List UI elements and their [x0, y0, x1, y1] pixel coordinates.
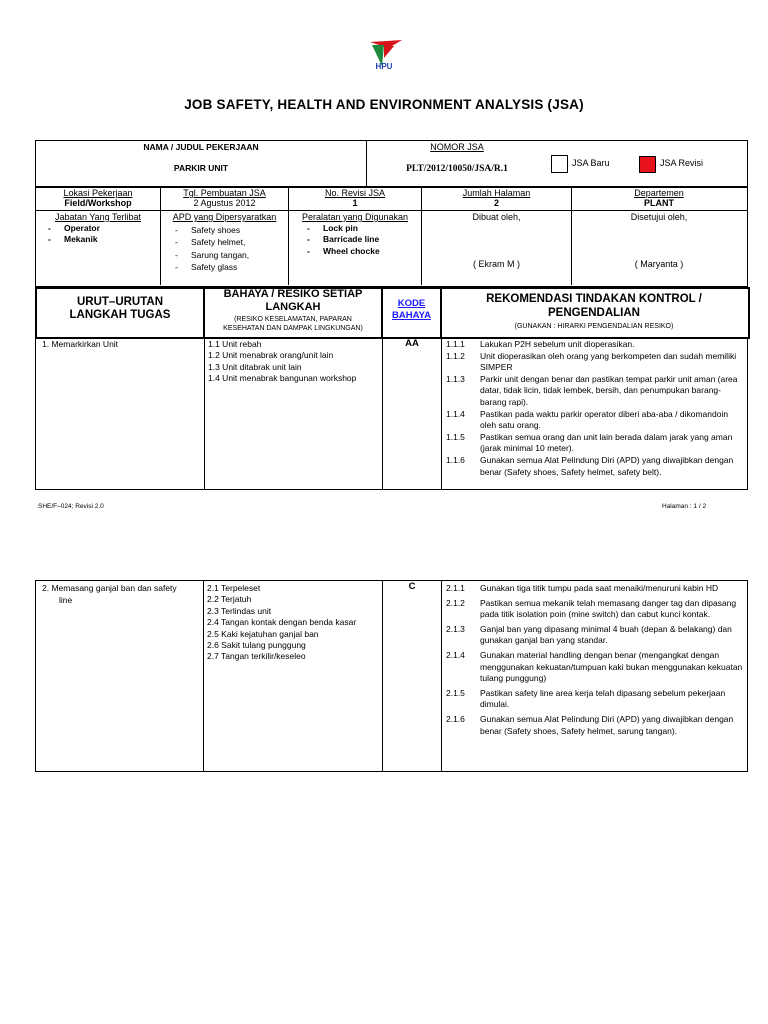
dibuat-label: Dibuat oleh, — [472, 212, 521, 222]
revisi-label: No. Revisi JSA — [324, 188, 386, 198]
list-item: 1.1.2 Unit dioperasikan oleh orang yang berkompeten dan sudah memiliki SIMPER — [446, 350, 737, 373]
lokasi-label: Lokasi Pekerjaan — [63, 188, 133, 198]
step-2-recommendations — [446, 583, 744, 737]
list-item: - Wheel chocke — [307, 245, 380, 256]
jsa-revisi-checkbox[interactable] — [639, 156, 656, 173]
list-item: 1.1 Unit rebah — [208, 339, 262, 349]
list-item: 1.1.5 Pastikan semua orang dan unit lain berada dalam jarak yang aman (jarak minimal 10 meter). — [446, 431, 733, 454]
list-item: 2.5 Kaki kejatuhan ganjal ban — [207, 628, 319, 639]
list-item: 1.1.3 Parkir unit dengan benar dan pastikan tempat parkir unit aman (area datar, tidak licin, tidak lembek, bersih, dan penumpukan barang-barang rapi). — [446, 373, 738, 407]
list-item: 1.3 Unit ditabrak unit lain — [208, 361, 302, 372]
jsa-baru-label: JSA Baru — [572, 158, 610, 168]
departemen-value: PLANT — [644, 198, 674, 208]
list-item: 2.1.5 Pastikan safety line area kerja telah dipasang sebelum pekerjaan dimulai. — [446, 687, 726, 710]
list-item: 2.7 Tangan terkilir/keseleo — [207, 651, 306, 662]
nama-pekerjaan-value: PARKIR UNIT — [173, 163, 229, 173]
bahaya-subheader: (RESIKO KESELAMATAN, PAPARAN KESEHATAN DAN DAMPAK LINGKUNGAN) — [223, 316, 363, 332]
apd-label: APD yang Dipersyaratkan — [172, 212, 277, 222]
list-item: - Safety glass — [175, 262, 238, 273]
step-2-code: C — [408, 581, 416, 592]
step-1-code: AA — [405, 338, 419, 349]
disetujui-name: ( Maryanta ) — [634, 259, 684, 269]
rekomendasi-subheader: (GUNAKAN : HIRARKI PENGENDALIAN RESIKO) — [514, 323, 674, 330]
nomor-jsa-value: PLT/2012/10050/JSA/R.1 — [406, 164, 508, 174]
jabatan-list — [48, 223, 100, 246]
list-item: - Mekanik — [48, 234, 98, 245]
list-item: - Operator — [48, 223, 100, 233]
halaman-label: Jumlah Halaman — [462, 188, 531, 198]
list-item: 1.2 Unit menabrak orang/unit lain — [208, 350, 334, 361]
list-item: 2.1.2 Pastikan semua mekanik telah memasang danger tag dan dipasang pada titik isolation poin (mine switch) dan cabut kunci kontak. — [446, 597, 737, 620]
list-item: - Sarung tangan, — [175, 249, 250, 260]
nomor-jsa-label: NOMOR JSA — [430, 142, 484, 152]
jsa-revisi-label: JSA Revisi — [660, 158, 704, 168]
list-item: 1.4 Unit menabrak bangunan workshop — [208, 373, 357, 384]
disetujui-label: Disetujui oleh, — [630, 212, 688, 222]
kode-bahaya-link[interactable]: KODE BAHAYA — [392, 298, 431, 321]
list-item: - Lock pin — [307, 223, 358, 233]
list-item: - Safety helmet, — [175, 237, 246, 248]
revisi-value: 1 — [352, 198, 358, 208]
lokasi-value: Field/Workshop — [64, 198, 132, 208]
rekomendasi-header: REKOMENDASI TINDAKAN KONTROL / PENGENDALIAN — [486, 293, 702, 319]
dibuat-name: ( Ekram M ) — [473, 259, 520, 269]
list-item: 2.4 Tangan kontak dengan benda kasar — [207, 617, 357, 628]
list-item: - Barricade line — [307, 234, 380, 245]
logo-text: HPU — [375, 62, 393, 71]
list-item: 2.1.6 Gunakan semua Alat Pelindung Diri (APD) yang diwajibkan dengan benar (Safety shoes, Safety helmet, sarung tangan). — [446, 713, 734, 736]
bahaya-header: BAHAYA / RESIKO SETIAP LANGKAH — [223, 288, 363, 313]
list-item: 2.3 Terlindas unit — [207, 605, 272, 616]
list-item: 2.1.4 Gunakan material handling dengan benar (mengangkat dengan menggunakan kekuatan/tumpuan kaki bukan menggunakan kekuatan tulang punggung) — [446, 649, 743, 684]
nama-pekerjaan-label: NAMA / JUDUL PEKERJAAN — [143, 142, 259, 152]
list-item: 1.1.4 Pastikan pada waktu parkir operator diberi aba-aba / dikomandoin oleh satu orang. — [446, 408, 729, 431]
list-item: 2.6 Sakit tulang punggung — [207, 640, 306, 651]
halaman-value: 2 — [493, 198, 499, 208]
page-number: Halaman : 1 / 2 — [662, 503, 707, 510]
list-item: - Safety shoes — [175, 225, 241, 235]
list-item: 1.1.1 Lakukan P2H sebelum unit dioperasikan. — [446, 339, 635, 349]
apd-list — [175, 224, 249, 274]
page-title: JOB SAFETY, HEALTH AND ENVIRONMENT ANALYSIS (JSA) — [184, 97, 584, 112]
form-code: SHE/F–024; Revisi 2.0 — [38, 503, 104, 510]
peralatan-list — [307, 223, 380, 257]
list-item: 2.1.3 Ganjal ban yang dipasang minimal 4 buah (depan & belakang) dan gunakan ganjal ban yang standar. — [446, 623, 732, 646]
jsa-baru-checkbox[interactable] — [551, 155, 568, 173]
list-item: 2.1.1 Gunakan tiga titik tumpu pada saat menaiki/menuruni kabin HD — [446, 583, 719, 593]
urut-header: URUT–URUTAN LANGKAH TUGAS — [69, 296, 171, 321]
step-2-task: 2. Memasang ganjal ban dan safety line — [42, 583, 177, 605]
jabatan-label: Jabatan Yang Terlibat — [54, 212, 142, 222]
list-item: 2.2 Terjatuh — [207, 594, 252, 605]
peralatan-label: Peralatan yang Digunakan — [301, 212, 409, 222]
tgl-value: 2 Agustus 2012 — [193, 198, 256, 208]
step-1-hazards — [208, 339, 356, 385]
list-item: 1.1.6 Gunakan semua Alat Pelindung Diri (APD) yang diwajibkan dengan benar (Safety shoes, Safety helmet, safety belt). — [446, 454, 734, 477]
list-item: 2.1 Terpeleset — [207, 583, 261, 593]
tgl-label: Tgl. Pembuatan JSA — [183, 188, 266, 198]
step-2-hazards — [207, 583, 356, 663]
step-1-recommendations — [446, 339, 744, 478]
departemen-label: Departemen — [634, 188, 684, 198]
step-1-task: 1. Memarkirkan Unit — [42, 339, 119, 349]
